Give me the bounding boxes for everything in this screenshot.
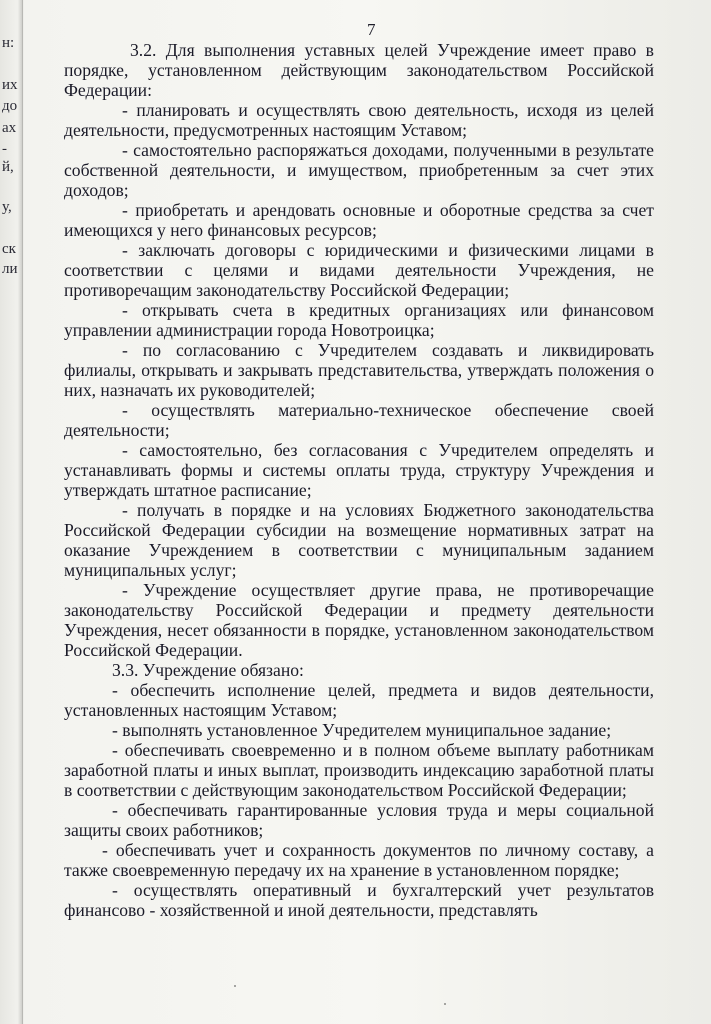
- previous-page-edge: [0, 0, 23, 1024]
- scan-speck: [444, 1003, 446, 1005]
- margin-fragment: н:: [2, 35, 15, 51]
- list-item: - обеспечить исполнение целей, предмета и видов деятельности, установленных настоящим Уставом;: [64, 680, 654, 720]
- margin-fragment: ли: [2, 261, 18, 277]
- margin-fragment: й,: [2, 159, 14, 175]
- document-page: [24, 0, 711, 1024]
- list-item: - осуществлять оперативный и бухгалтерский учет результатов финансово - хозяйственной и иной деятельности, представлять: [64, 880, 654, 920]
- list-item: - открывать счета в кредитных организациях или финансовом управлении администрации города Новотроицка;: [64, 300, 654, 340]
- list-item: - приобретать и арендовать основные и оборотные средства за счет имеющихся у него финансовых ресурсов;: [64, 200, 654, 240]
- margin-fragment: ах: [2, 120, 17, 136]
- list-item: - Учреждение осуществляет другие права, не противоречащие законодательству Российской Федерации и предмету деятельности Учреждения, несет обязанности в порядке, установленном законодательством Российской Федерации.: [64, 580, 654, 660]
- list-item: - планировать и осуществлять свою деятельность, исходя из целей деятельности, предусмотренных настоящим Уставом;: [64, 100, 654, 140]
- list-item: - осуществлять материально-техническое обеспечение своей деятельности;: [64, 400, 654, 440]
- page-number: 7: [367, 20, 376, 39]
- list-item: - по согласованию с Учредителем создавать и ликвидировать филиалы, открывать и закрывать представительства, утверждать положения о них, назначать их руководителей;: [64, 340, 654, 400]
- paragraph-3-2: 3.2. Для выполнения уставных целей Учреждение имеет право в порядке, установленном действующим законодательством Российской Федерации:: [64, 40, 654, 100]
- list-item: - заключать договоры с юридическими и физическими лицами в соответствии с целями и видами деятельности Учреждения, не противоречащим законодательству Российской Федерации;: [64, 240, 654, 300]
- list-item: - выполнять установленное Учредителем муниципальное задание;: [112, 720, 612, 740]
- list-item: - самостоятельно, без согласования с Учредителем определять и устанавливать формы и системы оплаты труда, структуру Учреждения и утверждать штатное расписание;: [64, 440, 654, 500]
- margin-fragment: ск: [2, 241, 16, 257]
- list-item: - получать в порядке и на условиях Бюджетного законодательства Российской Федерации субсидии на возмещение нормативных затрат на оказание Учреждением в соответствии с муниципальным заданием муниципальных услуг;: [64, 500, 654, 580]
- list-item: - обеспечивать своевременно и в полном объеме выплату работникам заработной платы и иных выплат, производить индексацию заработной платы в соответствии с действующим законодательством Российской Федерации;: [64, 740, 654, 800]
- list-item: - обеспечивать учет и сохранность документов по личному составу, а также своевременную передачу их на хранение в установленном порядке;: [64, 840, 654, 880]
- document-body: [64, 40, 654, 920]
- margin-fragment: до: [2, 98, 18, 114]
- margin-fragment: их: [2, 77, 18, 93]
- list-item: - обеспечивать гарантированные условия труда и меры социальной защиты своих работников;: [64, 800, 654, 840]
- paragraph-3-3: 3.3. Учреждение обязано:: [112, 660, 304, 680]
- list-item: - самостоятельно распоряжаться доходами, полученными в результате собственной деятельности, и имуществом, приобретенным за счет этих доходов;: [64, 140, 654, 200]
- scan-speck: [234, 985, 236, 987]
- margin-fragment: у,: [2, 199, 12, 215]
- margin-fragment: -: [2, 141, 7, 157]
